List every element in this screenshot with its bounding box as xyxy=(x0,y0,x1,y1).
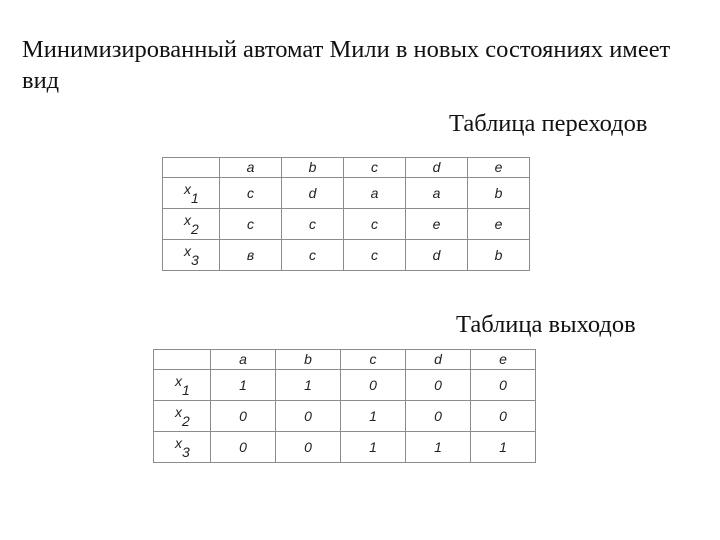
row-header: $x_3$ xyxy=(154,432,211,463)
corner-cell xyxy=(154,350,211,370)
table-cell: 0 xyxy=(211,432,276,463)
table-cell: 0 xyxy=(211,401,276,432)
column-header: a xyxy=(211,350,276,370)
column-header: c xyxy=(341,350,406,370)
table-cell: 1 xyxy=(406,432,471,463)
table-cell: c xyxy=(344,240,406,271)
table-cell: a xyxy=(406,178,468,209)
table-cell: a xyxy=(344,178,406,209)
table-cell: 1 xyxy=(471,432,536,463)
table-cell: c xyxy=(282,209,344,240)
table-cell: 0 xyxy=(406,370,471,401)
table-cell: 1 xyxy=(211,370,276,401)
row-header: $x_2$ xyxy=(154,401,211,432)
table-cell: 0 xyxy=(276,432,341,463)
transition-table xyxy=(162,157,530,271)
table-header-row xyxy=(163,158,530,178)
page-heading: Минимизированный автомат Мили в новых состояниях имеет вид xyxy=(22,36,671,94)
table-cell: 0 xyxy=(471,370,536,401)
table-row xyxy=(163,240,530,271)
column-header: d xyxy=(406,350,471,370)
table-cell: d xyxy=(282,178,344,209)
column-header: a xyxy=(220,158,282,178)
row-header: $x_2$ xyxy=(163,209,220,240)
table-cell: 0 xyxy=(406,401,471,432)
column-header: d xyxy=(406,158,468,178)
table-row xyxy=(163,209,530,240)
table-row xyxy=(163,178,530,209)
row-header: $x_1$ xyxy=(154,370,211,401)
table-cell: c xyxy=(220,178,282,209)
table-cell: 1 xyxy=(341,432,406,463)
table-cell: b xyxy=(468,240,530,271)
output-table-caption: Таблица выходов xyxy=(456,311,636,338)
row-header: $x_1$ xyxy=(163,178,220,209)
table-cell: e xyxy=(406,209,468,240)
column-header: c xyxy=(344,158,406,178)
table-header-row xyxy=(154,350,536,370)
table-cell: d xyxy=(406,240,468,271)
table-cell: 0 xyxy=(341,370,406,401)
table-cell: c xyxy=(220,209,282,240)
table-cell: 0 xyxy=(276,401,341,432)
column-header: e xyxy=(471,350,536,370)
table-cell: c xyxy=(344,209,406,240)
table-cell: c xyxy=(282,240,344,271)
corner-cell xyxy=(163,158,220,178)
column-header: b xyxy=(282,158,344,178)
table-row xyxy=(154,370,536,401)
table-cell: e xyxy=(468,209,530,240)
column-header: e xyxy=(468,158,530,178)
table-cell: 1 xyxy=(341,401,406,432)
transition-table-caption: Таблица переходов xyxy=(449,110,648,137)
table-cell: 1 xyxy=(276,370,341,401)
output-table xyxy=(153,349,536,463)
table-row xyxy=(154,432,536,463)
table-cell: в xyxy=(220,240,282,271)
row-header: $x_3$ xyxy=(163,240,220,271)
table-cell: b xyxy=(468,178,530,209)
table-row xyxy=(154,401,536,432)
table-cell: 0 xyxy=(471,401,536,432)
column-header: b xyxy=(276,350,341,370)
